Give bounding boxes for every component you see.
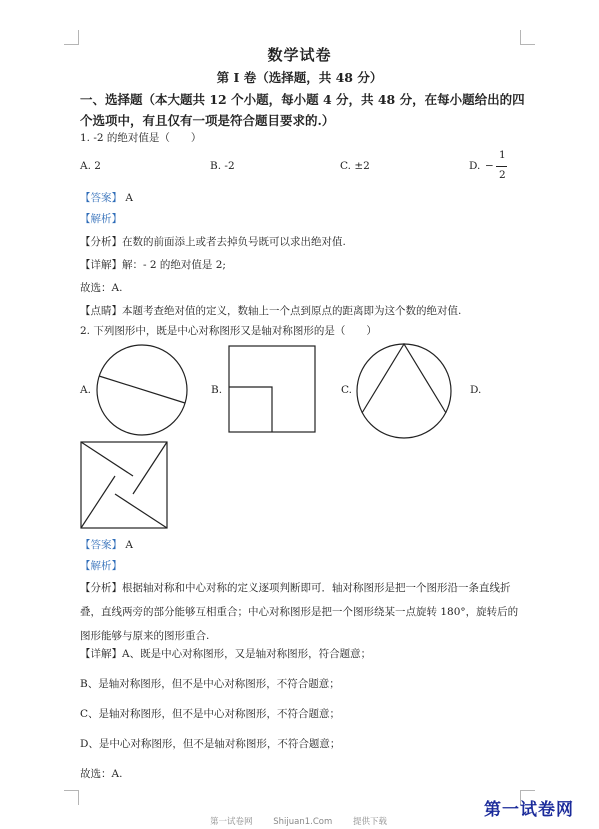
crop-mark-top-left: [64, 30, 79, 45]
q2-figure-b-nested-squares: [228, 345, 316, 433]
q1-stem: 1. -2 的绝对值是（ ）: [80, 132, 202, 144]
q2-analysis-tag: 【解析】: [80, 560, 122, 572]
analysis-text: 在数的前面添上或者去掉负号既可以求出绝对值.: [122, 236, 346, 248]
fraction-sign: −: [485, 160, 494, 172]
page-title: 数学试卷: [267, 46, 332, 64]
q2-answer-line: [80, 537, 133, 552]
q1-detail-line: [80, 257, 226, 272]
site-logo: 第一试卷网: [484, 800, 574, 820]
answer-tag: 【答案】: [80, 192, 122, 204]
answer-value: A: [125, 539, 133, 551]
q2-figure-c-circle-triangle: [354, 341, 454, 441]
q2-analysis-paragraph: [80, 576, 528, 648]
answer-tag: 【答案】: [80, 539, 122, 551]
crop-mark-bottom-left: [64, 790, 79, 805]
detail-label: 【详解】: [80, 648, 122, 660]
q1-option-a: A. 2: [80, 160, 101, 172]
q1-comment-line: [80, 303, 461, 318]
detail-text: A、既是中心对称图形，又是轴对称图形，符合题意；: [122, 648, 372, 660]
analysis-text: 根据轴对称和中心对称的定义逐项判断即可．轴对称图形是把一个图形沿一条直线折叠，直线两旁的部分能够互相重合；中心对称图形是把一个图形绕某一点旋转 180°，旋转后的图形能够与原来的图形重合.: [80, 582, 519, 642]
q1-analysis-tag: 【解析】: [80, 213, 122, 225]
q2-explain-c: C、是轴对称图形，但不是中心对称图形，不符合题意；: [80, 708, 341, 720]
q2-option-b-label: B.: [211, 384, 223, 396]
q1-option-c: C. ±2: [340, 160, 370, 172]
comment-text: 本题考查绝对值的定义，数轴上一个点到原点的距离即为这个数的绝对值.: [122, 305, 462, 317]
fraction-denominator: 2: [499, 169, 506, 181]
comment-label: 【点睛】: [80, 305, 122, 317]
detail-text: 解：- 2 的绝对值是 2;: [122, 259, 226, 271]
part-title: 第 I 卷（选择题，共 48 分）: [216, 70, 383, 85]
q1-analysis-line: [80, 234, 346, 249]
q2-figure-a-circle-chord: [95, 343, 189, 437]
footer-note: 提供下载: [352, 817, 387, 827]
section-heading: 一、选择题（本大题共 12 个小题，每小题 4 分，共 48 分，在每小题给出的四个选项中，有且仅有一项是符合题目要求的.）: [80, 92, 525, 128]
q2-option-c-label: C.: [341, 384, 352, 396]
q2-explain-b: B、是轴对称图形，但不是中心对称图形，不符合题意；: [80, 678, 340, 690]
footer-site: 第一试卷网: [210, 817, 253, 827]
crop-mark-top-right: [520, 30, 535, 45]
q1-option-d: D.: [469, 160, 481, 172]
q1-option-b: B. -2: [210, 160, 235, 172]
q2-figure-d-pinwheel-square: [80, 441, 168, 529]
q2-choose: 故选：A.: [80, 768, 123, 780]
q2-stem: 2. 下列图形中，既是中心对称图形又是轴对称图形的是（ ）: [80, 325, 377, 337]
q1-answer-line: [80, 190, 133, 205]
q2-option-d-label: D.: [470, 384, 482, 396]
q1-choose: 故选：A.: [80, 282, 123, 294]
q2-explain-d: D、是中心对称图形，但不是轴对称图形，不符合题意；: [80, 738, 341, 750]
answer-value: A: [125, 192, 133, 204]
q1-option-d-fraction: [485, 149, 525, 185]
detail-label: 【详解】: [80, 259, 122, 271]
footer-url: Shijuan1.Com: [273, 817, 333, 827]
q2-option-a-label: A.: [80, 384, 91, 396]
fraction-bar: [496, 166, 507, 167]
fraction-numerator: 1: [499, 149, 506, 161]
analysis-label: 【分析】: [80, 236, 122, 248]
footer: [210, 815, 405, 827]
q2-detail-line: [80, 646, 371, 661]
analysis-label: 【分析】: [80, 582, 122, 594]
